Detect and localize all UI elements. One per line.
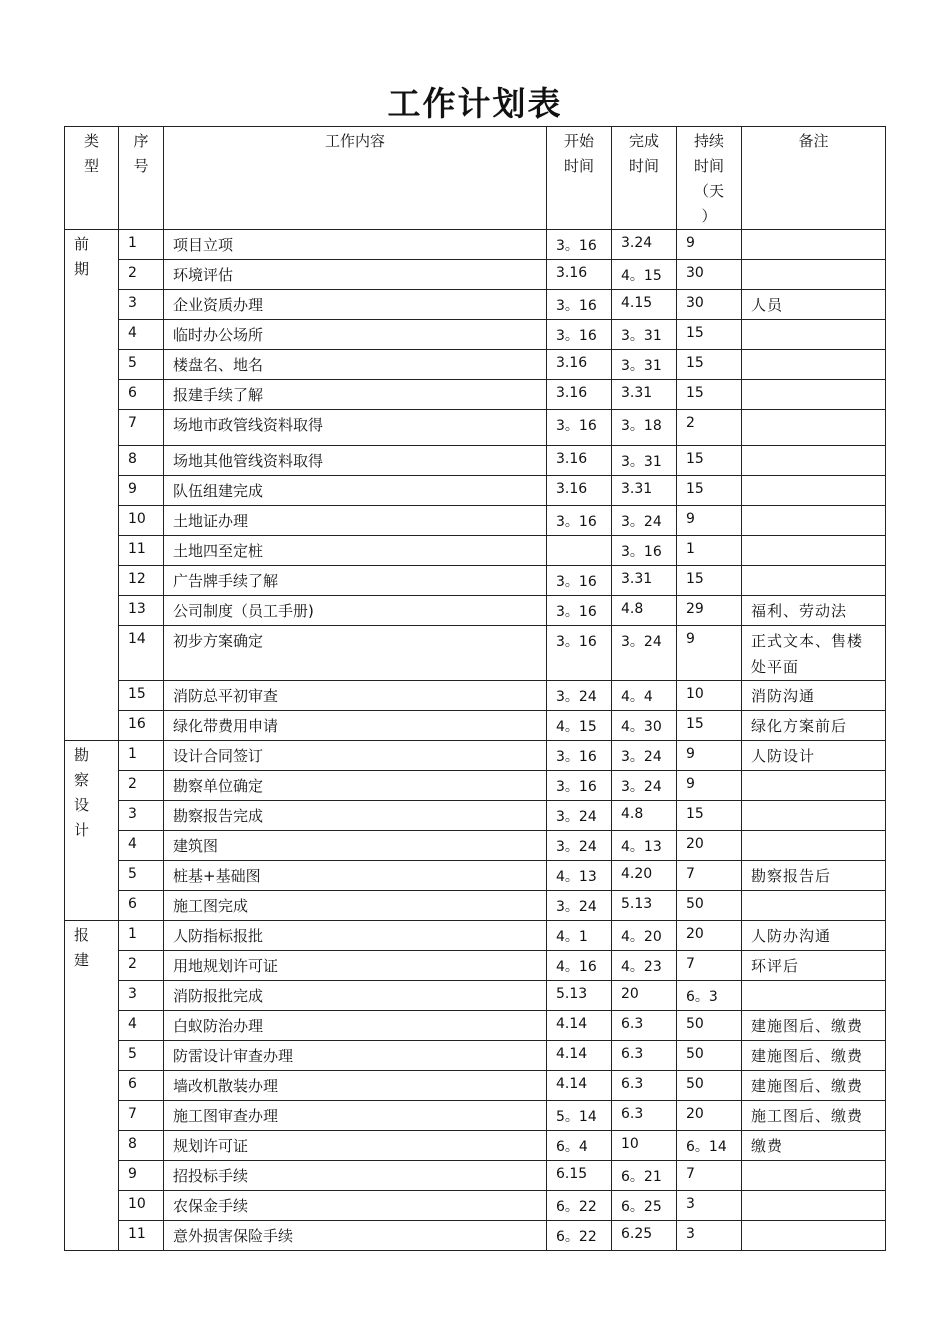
- row-start: 3。16: [547, 771, 612, 801]
- row-note: 建施图后、缴费: [742, 1071, 886, 1101]
- row-end: 3.31: [612, 476, 677, 506]
- row-content: 防雷设计审查办理: [164, 1041, 547, 1071]
- row-start: 3.16: [547, 260, 612, 290]
- row-content: 项目立项: [164, 230, 547, 260]
- row-note: 建施图后、缴费: [742, 1041, 886, 1071]
- row-duration: 50: [677, 1071, 742, 1101]
- row-duration: 29: [677, 596, 742, 626]
- table-row: [65, 1041, 886, 1071]
- row-content: 初步方案确定: [164, 626, 547, 681]
- row-end: 3。31: [612, 320, 677, 350]
- row-start: 3。24: [547, 891, 612, 921]
- row-start: 3。16: [547, 626, 612, 681]
- row-note: [742, 506, 886, 536]
- row-end: 6.3: [612, 1101, 677, 1131]
- row-start: 3。24: [547, 831, 612, 861]
- row-content: 用地规划许可证: [164, 951, 547, 981]
- row-end: 6。21: [612, 1161, 677, 1191]
- row-duration: 15: [677, 566, 742, 596]
- row-start: 3。16: [547, 596, 612, 626]
- row-duration: 9: [677, 506, 742, 536]
- row-start: 5.13: [547, 981, 612, 1011]
- row-duration: 9: [677, 626, 742, 681]
- table-row: [65, 921, 886, 951]
- row-duration: 15: [677, 380, 742, 410]
- row-no: 1: [119, 741, 164, 771]
- table-row: [65, 320, 886, 350]
- header-note: 备注: [742, 127, 886, 230]
- row-end: 4。15: [612, 260, 677, 290]
- table-row: [65, 1101, 886, 1131]
- table-row: [65, 741, 886, 771]
- row-note: [742, 1161, 886, 1191]
- row-duration: 15: [677, 476, 742, 506]
- row-start: 3。16: [547, 410, 612, 446]
- table-row: [65, 891, 886, 921]
- row-content: 意外损害保险手续: [164, 1221, 547, 1251]
- table-row: [65, 1131, 886, 1161]
- row-duration: 7: [677, 951, 742, 981]
- row-end: 3。24: [612, 626, 677, 681]
- row-content: 勘察单位确定: [164, 771, 547, 801]
- row-note: 施工图后、缴费: [742, 1101, 886, 1131]
- row-no: 5: [119, 861, 164, 891]
- table-row: [65, 626, 886, 681]
- row-end: 20: [612, 981, 677, 1011]
- header-end: 完成 时间: [612, 127, 677, 230]
- row-start: [547, 536, 612, 566]
- row-end: 5.13: [612, 891, 677, 921]
- row-end: 6.25: [612, 1221, 677, 1251]
- table-row: [65, 566, 886, 596]
- row-duration: 9: [677, 741, 742, 771]
- table-row: [65, 1011, 886, 1041]
- table-row: [65, 536, 886, 566]
- row-note: [742, 380, 886, 410]
- row-duration: 20: [677, 921, 742, 951]
- group-type-cell: 勘 察 设 计: [65, 741, 119, 921]
- row-end: 4。20: [612, 921, 677, 951]
- row-start: 3。16: [547, 230, 612, 260]
- row-duration: 15: [677, 320, 742, 350]
- row-note: [742, 566, 886, 596]
- row-content: 桩基+基础图: [164, 861, 547, 891]
- row-no: 15: [119, 681, 164, 711]
- header-type: 类 型: [65, 127, 119, 230]
- row-content: 临时办公场所: [164, 320, 547, 350]
- row-end: 4。23: [612, 951, 677, 981]
- row-start: 6.15: [547, 1161, 612, 1191]
- row-start: 3。16: [547, 741, 612, 771]
- row-note: [742, 320, 886, 350]
- row-duration: 50: [677, 891, 742, 921]
- row-content: 规划许可证: [164, 1131, 547, 1161]
- row-duration: 7: [677, 1161, 742, 1191]
- row-content: 招投标手续: [164, 1161, 547, 1191]
- row-note: 人防设计: [742, 741, 886, 771]
- table-row: [65, 711, 886, 741]
- table-row: [65, 506, 886, 536]
- row-start: 4.14: [547, 1041, 612, 1071]
- row-start: 3。24: [547, 801, 612, 831]
- row-end: 3。24: [612, 771, 677, 801]
- table-row: [65, 290, 886, 320]
- row-end: 6。25: [612, 1191, 677, 1221]
- row-content: 白蚁防治办理: [164, 1011, 547, 1041]
- row-end: 4。13: [612, 831, 677, 861]
- row-content: 场地市政管线资料取得: [164, 410, 547, 446]
- table-row: [65, 350, 886, 380]
- table-row: [65, 410, 886, 446]
- row-no: 2: [119, 771, 164, 801]
- row-note: [742, 350, 886, 380]
- row-note: 缴费: [742, 1131, 886, 1161]
- row-duration: 15: [677, 350, 742, 380]
- row-end: 3。18: [612, 410, 677, 446]
- table-row: [65, 476, 886, 506]
- row-content: 消防报批完成: [164, 981, 547, 1011]
- header-row: [65, 127, 886, 230]
- row-duration: 50: [677, 1011, 742, 1041]
- table-row: [65, 981, 886, 1011]
- row-no: 6: [119, 891, 164, 921]
- table-row: [65, 230, 886, 260]
- row-duration: 9: [677, 771, 742, 801]
- row-start: 4。1: [547, 921, 612, 951]
- row-no: 14: [119, 626, 164, 681]
- row-content: 施工图审查办理: [164, 1101, 547, 1131]
- row-end: 3.24: [612, 230, 677, 260]
- row-note: 正式文本、售楼处平面: [742, 626, 886, 681]
- row-note: [742, 771, 886, 801]
- row-note: 福利、劳动法: [742, 596, 886, 626]
- row-end: 4.20: [612, 861, 677, 891]
- row-no: 3: [119, 801, 164, 831]
- row-end: 4.8: [612, 596, 677, 626]
- row-note: [742, 891, 886, 921]
- row-content: 土地四至定桩: [164, 536, 547, 566]
- row-no: 2: [119, 260, 164, 290]
- row-content: 企业资质办理: [164, 290, 547, 320]
- table-row: [65, 801, 886, 831]
- row-duration: 15: [677, 711, 742, 741]
- row-content: 勘察报告完成: [164, 801, 547, 831]
- row-note: 消防沟通: [742, 681, 886, 711]
- group-type-cell: 报 建: [65, 921, 119, 1251]
- row-duration: 2: [677, 410, 742, 446]
- row-note: [742, 831, 886, 861]
- row-note: 建施图后、缴费: [742, 1011, 886, 1041]
- row-note: [742, 230, 886, 260]
- row-content: 队伍组建完成: [164, 476, 547, 506]
- row-no: 4: [119, 831, 164, 861]
- row-note: [742, 410, 886, 446]
- row-no: 9: [119, 476, 164, 506]
- row-duration: 6。14: [677, 1131, 742, 1161]
- table-row: [65, 861, 886, 891]
- row-no: 4: [119, 1011, 164, 1041]
- row-end: 4.15: [612, 290, 677, 320]
- table-row: [65, 1071, 886, 1101]
- row-no: 3: [119, 290, 164, 320]
- row-note: [742, 260, 886, 290]
- row-no: 1: [119, 230, 164, 260]
- table-row: [65, 831, 886, 861]
- table-row: [65, 1161, 886, 1191]
- row-no: 8: [119, 446, 164, 476]
- row-end: 4。4: [612, 681, 677, 711]
- row-end: 4.8: [612, 801, 677, 831]
- row-note: [742, 476, 886, 506]
- row-start: 4.14: [547, 1011, 612, 1041]
- row-no: 10: [119, 1191, 164, 1221]
- row-no: 11: [119, 536, 164, 566]
- work-plan-table: [64, 126, 886, 1251]
- row-no: 9: [119, 1161, 164, 1191]
- row-duration: 9: [677, 230, 742, 260]
- row-start: 4。15: [547, 711, 612, 741]
- table-row: [65, 1221, 886, 1251]
- header-duration: 持续 时间 （天 ）: [677, 127, 742, 230]
- row-note: 勘察报告后: [742, 861, 886, 891]
- row-end: 3。31: [612, 350, 677, 380]
- row-end: 10: [612, 1131, 677, 1161]
- row-duration: 10: [677, 681, 742, 711]
- row-note: [742, 536, 886, 566]
- row-note: 绿化方案前后: [742, 711, 886, 741]
- table-row: [65, 380, 886, 410]
- row-start: 3。16: [547, 290, 612, 320]
- row-content: 施工图完成: [164, 891, 547, 921]
- row-start: 6。22: [547, 1191, 612, 1221]
- row-content: 报建手续了解: [164, 380, 547, 410]
- row-no: 10: [119, 506, 164, 536]
- table-row: [65, 596, 886, 626]
- row-start: 6。22: [547, 1221, 612, 1251]
- header-start: 开始 时间: [547, 127, 612, 230]
- row-no: 5: [119, 350, 164, 380]
- row-duration: 7: [677, 861, 742, 891]
- row-start: 3.16: [547, 380, 612, 410]
- row-note: 人防办沟通: [742, 921, 886, 951]
- row-start: 3。16: [547, 506, 612, 536]
- row-duration: 20: [677, 831, 742, 861]
- row-no: 5: [119, 1041, 164, 1071]
- page-title: 工作计划表: [387, 84, 563, 123]
- row-no: 4: [119, 320, 164, 350]
- row-no: 12: [119, 566, 164, 596]
- row-start: 3.16: [547, 350, 612, 380]
- group-type-cell: 前 期: [65, 230, 119, 741]
- row-no: 8: [119, 1131, 164, 1161]
- row-duration: 15: [677, 446, 742, 476]
- row-content: 设计合同签订: [164, 741, 547, 771]
- row-no: 2: [119, 951, 164, 981]
- row-content: 公司制度（员工手册): [164, 596, 547, 626]
- row-end: 4。30: [612, 711, 677, 741]
- row-duration: 3: [677, 1191, 742, 1221]
- row-note: [742, 981, 886, 1011]
- row-end: 3。16: [612, 536, 677, 566]
- row-end: 3。24: [612, 741, 677, 771]
- row-note: [742, 801, 886, 831]
- row-content: 土地证办理: [164, 506, 547, 536]
- row-end: 3.31: [612, 566, 677, 596]
- row-start: 6。4: [547, 1131, 612, 1161]
- row-no: 16: [119, 711, 164, 741]
- row-start: 5。14: [547, 1101, 612, 1131]
- row-no: 7: [119, 410, 164, 446]
- row-note: [742, 446, 886, 476]
- row-no: 11: [119, 1221, 164, 1251]
- row-duration: 3: [677, 1221, 742, 1251]
- row-duration: 30: [677, 260, 742, 290]
- row-start: 3。16: [547, 566, 612, 596]
- row-duration: 50: [677, 1041, 742, 1071]
- table-row: [65, 681, 886, 711]
- header-content: 工作内容: [164, 127, 547, 230]
- row-content: 广告牌手续了解: [164, 566, 547, 596]
- row-start: 3.16: [547, 476, 612, 506]
- row-no: 7: [119, 1101, 164, 1131]
- row-content: 楼盘名、地名: [164, 350, 547, 380]
- row-content: 场地其他管线资料取得: [164, 446, 547, 476]
- row-start: 3。16: [547, 320, 612, 350]
- row-end: 3。24: [612, 506, 677, 536]
- row-no: 1: [119, 921, 164, 951]
- row-content: 建筑图: [164, 831, 547, 861]
- row-no: 6: [119, 380, 164, 410]
- row-end: 3.31: [612, 380, 677, 410]
- row-content: 消防总平初审查: [164, 681, 547, 711]
- row-no: 3: [119, 981, 164, 1011]
- row-end: 6.3: [612, 1011, 677, 1041]
- row-start: 4。13: [547, 861, 612, 891]
- row-content: 环境评估: [164, 260, 547, 290]
- row-start: 3.16: [547, 446, 612, 476]
- row-content: 墙改机散装办理: [164, 1071, 547, 1101]
- header-no: 序 号: [119, 127, 164, 230]
- row-duration: 1: [677, 536, 742, 566]
- row-no: 6: [119, 1071, 164, 1101]
- row-duration: 30: [677, 290, 742, 320]
- row-note: 环评后: [742, 951, 886, 981]
- row-start: 4。16: [547, 951, 612, 981]
- row-end: 3。31: [612, 446, 677, 476]
- row-duration: 6。3: [677, 981, 742, 1011]
- row-content: 人防指标报批: [164, 921, 547, 951]
- row-duration: 20: [677, 1101, 742, 1131]
- row-note: 人员: [742, 290, 886, 320]
- row-start: 3。24: [547, 681, 612, 711]
- row-end: 6.3: [612, 1071, 677, 1101]
- row-start: 4.14: [547, 1071, 612, 1101]
- table-row: [65, 951, 886, 981]
- row-end: 6.3: [612, 1041, 677, 1071]
- row-duration: 15: [677, 801, 742, 831]
- table-row: [65, 771, 886, 801]
- table-row: [65, 1191, 886, 1221]
- row-no: 13: [119, 596, 164, 626]
- row-content: 农保金手续: [164, 1191, 547, 1221]
- row-note: [742, 1221, 886, 1251]
- row-content: 绿化带费用申请: [164, 711, 547, 741]
- table-row: [65, 260, 886, 290]
- table-row: [65, 446, 886, 476]
- row-note: [742, 1191, 886, 1221]
